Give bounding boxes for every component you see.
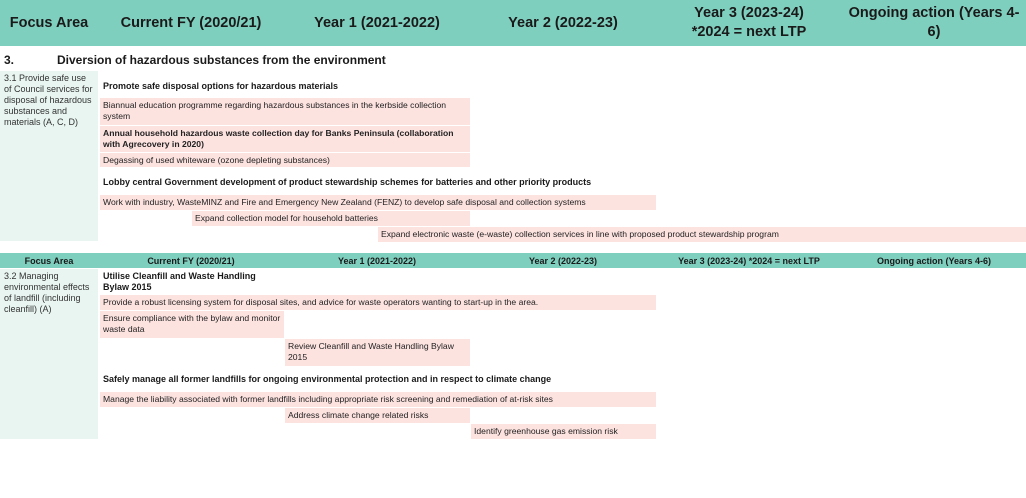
- action-degassing-whiteware: Degassing of used whiteware (ozone depleting substances): [100, 153, 470, 167]
- focus-area-3-2: 3.2 Managing environmental effects of landfill (including cleanfill) (A): [0, 269, 98, 439]
- action-work-with-industry: Work with industry, WasteMINZ and Fire and Emergency New Zealand (FENZ) to develop safe disposal and collection systems: [100, 195, 656, 210]
- focus-area-3-1: 3.1 Provide safe use of Council services for disposal of hazardous substances and materials (A, C, D): [0, 71, 98, 241]
- header-year3-note: *2024 = next LTP: [691, 24, 807, 40]
- action-ensure-compliance: Ensure compliance with the bylaw and monitor waste data: [100, 311, 284, 338]
- header-year3: [656, 0, 842, 46]
- header-ongoing: Ongoing action (Years 4-6): [848, 5, 1020, 40]
- goal-product-stewardship: Lobby central Government development of product stewardship schemes for batteries and other priority products: [103, 177, 592, 187]
- action-climate-risks: Address climate change related risks: [285, 408, 470, 423]
- action-licensing-system: Provide a robust licensing system for disposal sites, and advice for waste operators wanting to start-up in the area.: [100, 295, 656, 310]
- action-hazardous-collection-day: Annual household hazardous waste collection day for Banks Peninsula (collaboration with Agrecovery in 2020): [100, 126, 470, 152]
- action-education-programme: Biannual education programme regarding hazardous substances in the kerbside collection system: [100, 98, 470, 125]
- header-year3-label: Year 3 (2023-24): [694, 5, 804, 21]
- header-current-fy: Current FY (2020/21): [120, 14, 262, 31]
- goal-safe-disposal: Promote safe disposal options for hazardous materials: [103, 81, 339, 91]
- table-header-2: [0, 253, 1026, 268]
- header-focus-area: Focus Area: [9, 14, 89, 31]
- goal-utilise-bylaw: Utilise Cleanfill and Waste Handling Bylaw 2015: [103, 271, 256, 292]
- header2-year1: Year 1 (2021-2022): [337, 255, 417, 266]
- goal-former-landfills: Safely manage all former landfills for ongoing environmental protection and in respect to climate change: [103, 374, 552, 384]
- header2-current-fy: Current FY (2020/21): [147, 255, 235, 266]
- action-greenhouse-gas: Identify greenhouse gas emission risk: [471, 424, 656, 439]
- header-year2: Year 2 (2022-23): [508, 14, 618, 31]
- action-expand-battery-collection: Expand collection model for household batteries: [192, 211, 470, 226]
- header2-year3: Year 3 (2023-24) *2024 = next LTP: [678, 255, 820, 266]
- action-review-bylaw: Review Cleanfill and Waste Handling Bylaw 2015: [285, 339, 470, 366]
- section-number: 3.: [4, 53, 15, 67]
- action-manage-liability: Manage the liability associated with former landfills including appropriate risk screening and remediation of at-risk sites: [100, 392, 656, 407]
- section-title: Diversion of hazardous substances from the environment: [57, 53, 386, 67]
- header-year1: Year 1 (2021-2022): [314, 14, 440, 31]
- header2-year2: Year 2 (2022-23): [528, 255, 598, 266]
- action-expand-ewaste: Expand electronic waste (e-waste) collection services in line with proposed product stewardship program: [378, 227, 1026, 242]
- header2-focus-area: Focus Area: [24, 255, 74, 266]
- header2-ongoing: Ongoing action (Years 4-6): [876, 255, 992, 266]
- table-header: [0, 0, 1026, 46]
